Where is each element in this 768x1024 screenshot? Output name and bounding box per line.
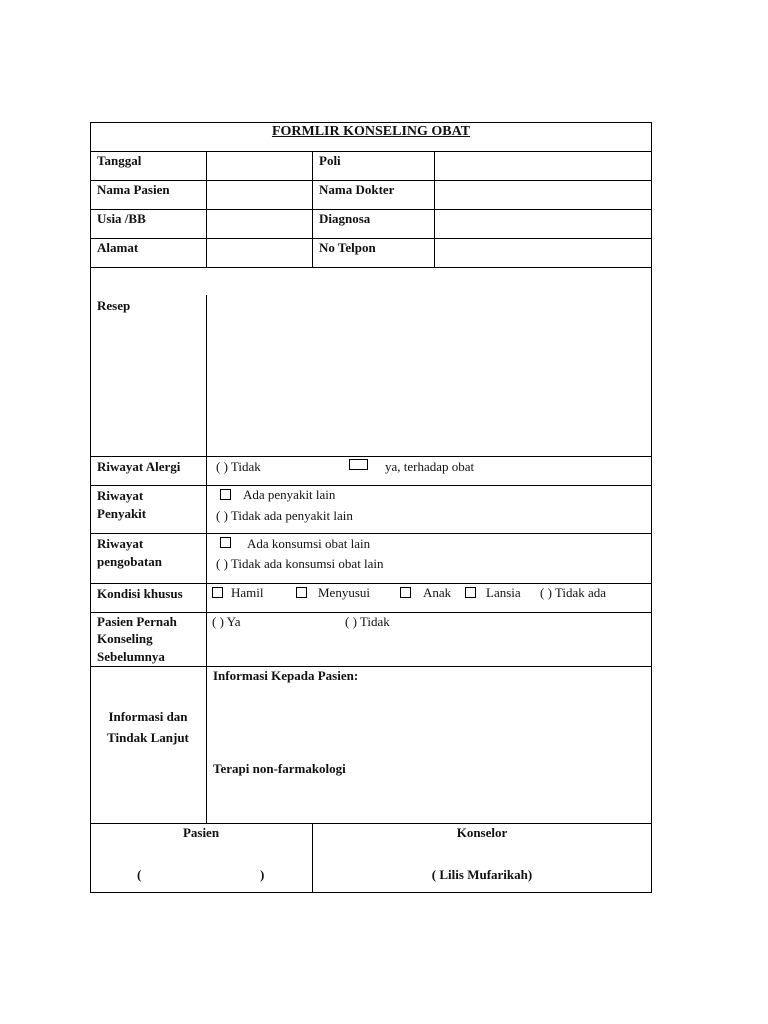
form-title: FORMLIR KONSELING OBAT [271, 124, 471, 139]
option-menyusui: Menyusui [318, 585, 370, 600]
label-diagnosa: Diagnosa [319, 211, 371, 226]
label-pernah-konseling-3: Sebelumnya [97, 649, 165, 664]
option-tidak-ada[interactable]: ( ) Tidak ada [540, 585, 607, 600]
konseling-form [90, 122, 652, 893]
label-riwayat-penyakit-1: Riwayat [97, 488, 144, 503]
label-pasien: Pasien [182, 825, 220, 840]
label-no-telpon: No Telpon [319, 240, 376, 255]
option-lansia: Lansia [486, 585, 521, 600]
option-penyakit-ada: Ada penyakit lain [243, 487, 336, 502]
label-tanggal: Tanggal [97, 153, 142, 168]
pasien-signature-close: ) [260, 867, 265, 882]
col-divider [312, 151, 313, 268]
border-top [90, 122, 652, 123]
option-hamil: Hamil [231, 585, 264, 600]
label-usia-bb: Usia /BB [97, 211, 146, 226]
row-divider [90, 456, 652, 457]
col-divider [206, 295, 207, 824]
checkbox-anak[interactable] [400, 587, 411, 598]
checkbox-pengobatan-ada[interactable] [220, 537, 231, 548]
row-divider [90, 583, 652, 584]
label-pernah-konseling-2: Konseling [97, 631, 153, 646]
label-poli: Poli [319, 153, 341, 168]
row-divider [90, 267, 652, 268]
label-riwayat-pengobatan-1: Riwayat [97, 536, 144, 551]
checkbox-penyakit-ada[interactable] [220, 489, 231, 500]
checkbox-menyusui[interactable] [296, 587, 307, 598]
konselor-name: ( Lilis Mufarikah) [431, 867, 533, 882]
row-divider [90, 823, 652, 824]
col-divider [206, 151, 207, 268]
label-riwayat-alergi: Riwayat Alergi [97, 459, 181, 474]
row-divider [90, 666, 652, 667]
label-riwayat-pengobatan-2: pengobatan [97, 554, 163, 569]
pasien-signature-open: ( [137, 867, 142, 882]
option-penyakit-tidak[interactable]: ( ) Tidak ada penyakit lain [216, 508, 353, 523]
option-pengobatan-ada: Ada konsumsi obat lain [247, 536, 371, 551]
row-divider [90, 180, 652, 181]
label-riwayat-penyakit-2: Penyakit [97, 506, 147, 521]
label-resep: Resep [97, 298, 131, 313]
border-bottom [90, 892, 652, 893]
row-divider [90, 151, 652, 152]
option-pengobatan-tidak[interactable]: ( ) Tidak ada konsumsi obat lain [216, 556, 384, 571]
label-info-kepada-pasien: Informasi Kepada Pasien: [213, 668, 359, 683]
row-divider [90, 209, 652, 210]
label-kondisi-khusus: Kondisi khusus [97, 586, 183, 601]
label-terapi-non-farmakologi: Terapi non-farmakologi [213, 761, 346, 776]
row-divider [90, 533, 652, 534]
label-informasi-2: Tindak Lanjut [107, 730, 189, 745]
row-divider [90, 238, 652, 239]
label-nama-pasien: Nama Pasien [97, 182, 170, 197]
checkbox-hamil[interactable] [212, 587, 223, 598]
label-nama-dokter: Nama Dokter [319, 182, 395, 197]
option-anak: Anak [423, 585, 452, 600]
label-informasi-1: Informasi dan [108, 709, 188, 724]
checkbox-lansia[interactable] [465, 587, 476, 598]
label-alamat: Alamat [97, 240, 139, 255]
label-pernah-konseling-1: Pasien Pernah [97, 614, 177, 629]
label-konselor: Konselor [456, 825, 508, 840]
row-divider [90, 485, 652, 486]
row-divider [90, 612, 652, 613]
option-alergi-ya: ya, terhadap obat [385, 459, 475, 474]
option-konseling-ya[interactable]: ( ) Ya [212, 614, 241, 629]
checkbox-alergi-ya[interactable] [349, 459, 368, 470]
option-alergi-tidak[interactable]: ( ) Tidak [216, 459, 261, 474]
option-konseling-tidak[interactable]: ( ) Tidak [345, 614, 390, 629]
col-divider [434, 151, 435, 268]
